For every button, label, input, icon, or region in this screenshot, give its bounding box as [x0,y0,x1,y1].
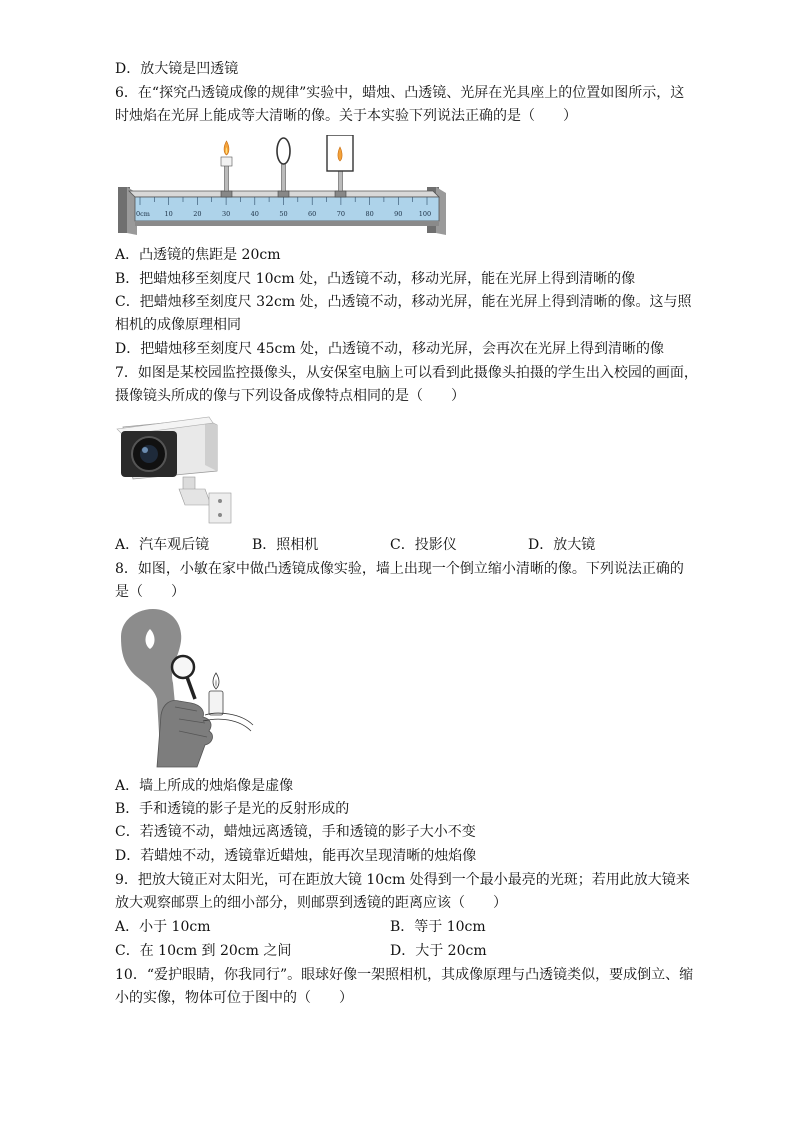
ruler-label-50: 50 [279,210,288,218]
ruler-label-70: 70 [336,210,346,218]
q6-option-c-line1: C．把蜡烛移至刻度尺 32cm 处，凸透镜不动，移动光屏，能在光屏上得到清晰的像。这与照 [115,294,692,310]
magnifier-icon [172,656,195,699]
ruler-label-30: 30 [221,210,231,218]
q6-option-a: A．凸透镜的焦距是 20cm [115,247,281,263]
ruler-label-40: 40 [250,210,259,218]
q9-option-c: C．在 10cm 到 20cm 之间 [115,943,292,959]
lens-icon [277,138,290,197]
q7-option-d: D．放大镜 [528,537,596,553]
optical-bench-figure [115,135,455,240]
ruler-label-60: 60 [308,210,317,218]
candle-lens-wall-figure [113,607,263,772]
q7-option-b: B．照相机 [252,537,319,553]
q8-option-c: C．若透镜不动，蜡烛远离透镜，手和透镜的影子大小不变 [115,824,476,840]
q8-option-a: A．墙上所成的烛焰像是虚像 [115,778,294,794]
ruler-label-0: 0cm [136,210,150,218]
q7-stem-line2: 摄像镜头所成的像与下列设备成像特点相同的是（ ） [115,388,465,404]
q10-stem-line2: 小的实像，物体可位于图中的（ ） [115,990,353,1006]
ruler-label-90: 90 [394,210,403,218]
ruler-label-100: 100 [418,210,432,218]
q6-stem-line1: 6．在“探究凸透镜成像的规律”实验中，蜡烛、凸透镜、光屏在光具座上的位置如图所示，这 [115,85,685,101]
surveillance-camera-figure [113,415,238,525]
candle-icon [221,141,232,197]
ruler-label-10: 10 [164,210,173,218]
q7-option-c: C．投影仪 [390,537,457,553]
q9-option-d: D．大于 20cm [390,943,487,959]
q6-stem-line2: 时烛焰在光屏上能成等大清晰的像。关于本实验下列说法正确的是（ ） [115,108,577,124]
ruler-label-20: 20 [193,210,202,218]
q8-stem-line2: 是（ ） [115,584,185,600]
q6-option-b: B．把蜡烛移至刻度尺 10cm 处，凸透镜不动，移动光屏，能在光屏上得到清晰的像 [115,271,636,287]
screen-icon [327,135,353,197]
q10-stem-line1: 10．“爱护眼睛，你我同行”。眼球好像一架照相机，其成像原理与凸透镜类似，要成倒立、缩 [115,967,694,983]
q7-stem-line1: 7．如图是某校园监控摄像头，从安保室电脑上可以看到此摄像头拍摄的学生出入校园的画面， [115,365,698,381]
q8-option-d: D．若蜡烛不动，透镜靠近蜡烛，能再次呈现清晰的烛焰像 [115,848,477,864]
q8-option-b: B．手和透镜的影子是光的反射形成的 [115,801,350,817]
q7-option-a: A．汽车观后镜 [115,537,210,553]
q9-option-a: A．小于 10cm [115,919,211,935]
q9-option-b: B．等于 10cm [390,919,486,935]
q5-option-d: D．放大镜是凹透镜 [115,61,239,77]
ruler-label-80: 80 [365,210,374,218]
q9-stem-line1: 9．把放大镜正对太阳光，可在距放大镜 10cm 处得到一个最小最亮的光斑；若用此放大镜来 [115,872,690,888]
q6-option-c-line2: 相机的成像原理相同 [115,317,241,333]
q9-stem-line2: 放大观察邮票上的细小部分，则邮票到透镜的距离应该（ ） [115,895,507,911]
q6-option-d: D．把蜡烛移至刻度尺 45cm 处，凸透镜不动，移动光屏，会再次在光屏上得到清晰的像 [115,341,665,357]
q8-stem-line1: 8．如图，小敏在家中做凸透镜成像实验，墙上出现一个倒立缩小清晰的像。下列说法正确的 [115,561,684,577]
